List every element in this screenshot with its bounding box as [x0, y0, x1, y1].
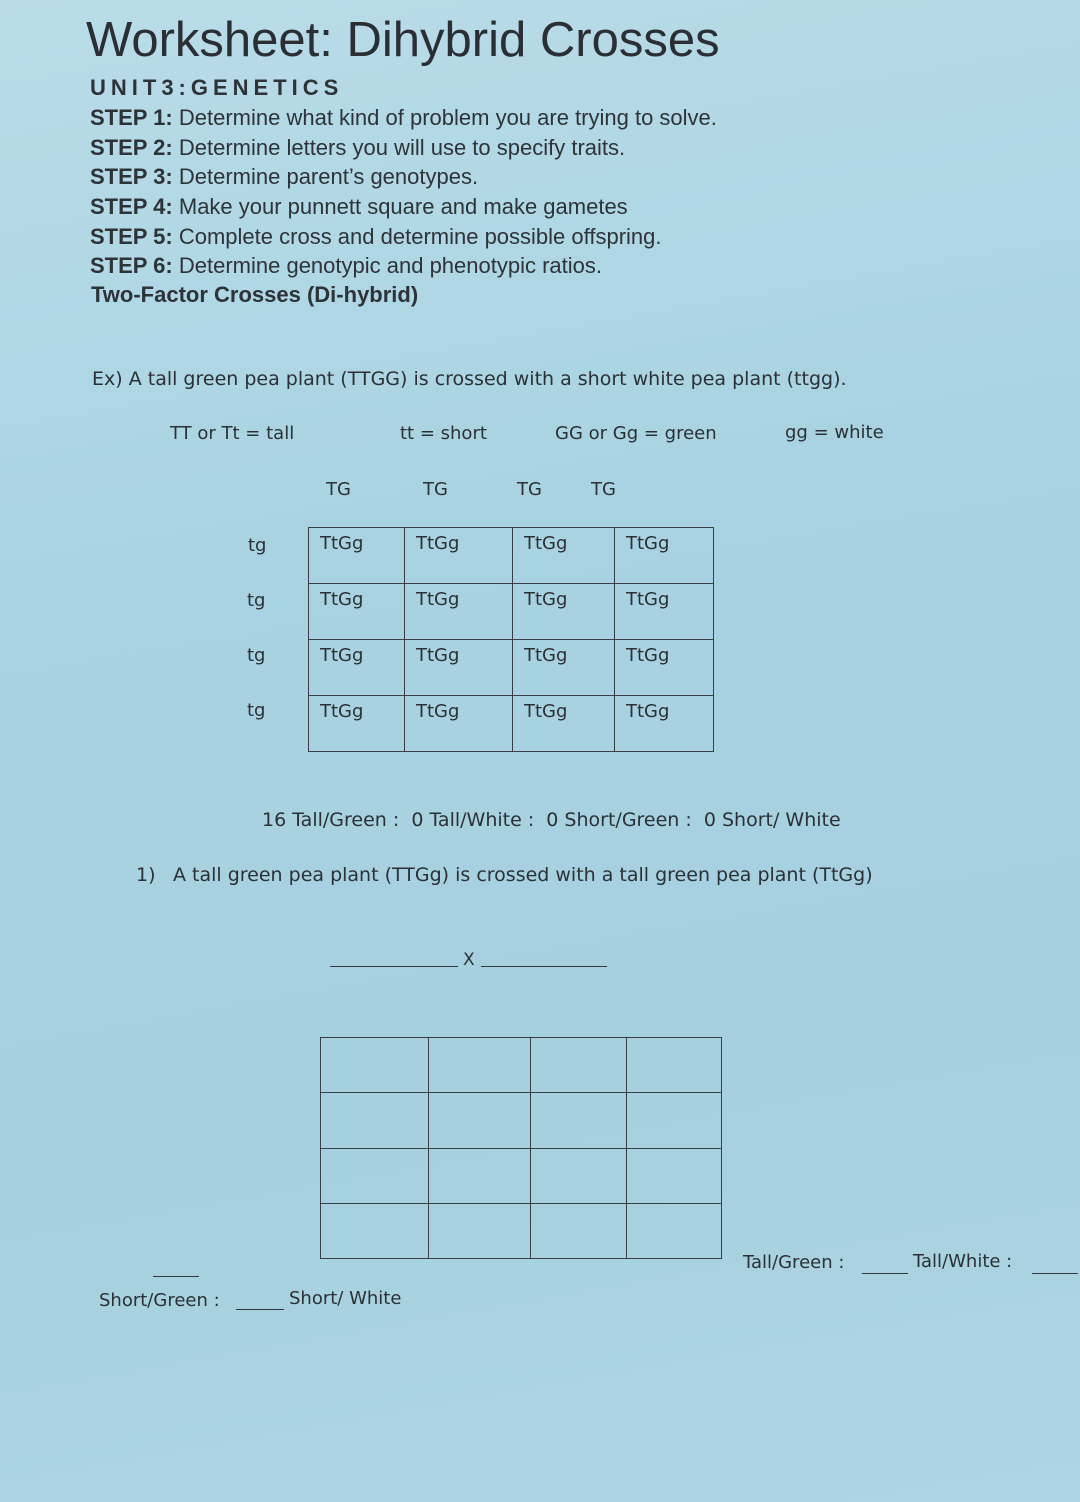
top-gamete: TG — [326, 479, 351, 500]
step-2-text: Determine letters you will use to specify traits. — [172, 135, 626, 160]
tall-green-blank[interactable] — [862, 1273, 908, 1274]
step-4 — [90, 194, 628, 220]
punnett-cell: TtGg — [309, 528, 405, 584]
key-white: gg = white — [785, 422, 884, 443]
example-ratio: 16 Tall/Green : 0 Tall/White : 0 Short/Green : 0 Short/ White — [262, 809, 841, 831]
short-white-label: Short/ White — [289, 1288, 402, 1309]
top-gamete: TG — [517, 479, 542, 500]
step-5 — [90, 224, 662, 250]
problem-1-number: 1) — [136, 864, 156, 886]
punnett-cell: TtGg — [309, 584, 405, 640]
punnett-cell: TtGg — [615, 584, 714, 640]
punnett-cell-blank[interactable] — [429, 1093, 531, 1148]
punnett-cell-blank[interactable] — [627, 1203, 722, 1258]
punnett-cell-blank[interactable] — [321, 1203, 429, 1258]
step-4-text: Make your punnett square and make gametes — [172, 194, 628, 219]
punnett-cell: TtGg — [513, 584, 615, 640]
side-gamete: tg — [248, 535, 267, 556]
punnett-cell-blank[interactable] — [429, 1203, 531, 1258]
punnett-cell: TtGg — [615, 640, 714, 696]
step-6 — [90, 253, 602, 279]
punnett-cell-blank[interactable] — [531, 1038, 627, 1093]
problem-1-prompt: A tall green pea plant (TTGg) is crossed with a tall green pea plant (TtGg) — [173, 864, 873, 886]
parent-2-blank[interactable] — [481, 966, 607, 967]
side-gamete: tg — [247, 645, 266, 666]
step-3-text: Determine parent’s genotypes. — [172, 164, 479, 189]
step-6-text: Determine genotypic and phenotypic ratios. — [172, 253, 602, 278]
top-gamete: TG — [423, 479, 448, 500]
step-4-label: STEP 4: — [90, 194, 173, 219]
punnett-cell: TtGg — [615, 528, 714, 584]
punnett-cell-blank[interactable] — [627, 1038, 722, 1093]
step-3-label: STEP 3: — [90, 164, 173, 189]
punnett-cell-blank[interactable] — [321, 1148, 429, 1203]
punnett-cell-blank[interactable] — [429, 1038, 531, 1093]
side-gamete: tg — [247, 700, 266, 721]
example-punnett-square — [308, 527, 714, 752]
step-5-text: Complete cross and determine possible offspring. — [172, 224, 662, 249]
punnett-cell-blank[interactable] — [321, 1093, 429, 1148]
punnett-cell-blank[interactable] — [321, 1038, 429, 1093]
top-gamete: TG — [591, 479, 616, 500]
worksheet-title: Worksheet: Dihybrid Crosses — [86, 13, 720, 67]
cross-symbol: X — [463, 950, 475, 970]
step-1-label: STEP 1: — [90, 105, 173, 130]
punnett-cell: TtGg — [405, 528, 513, 584]
punnett-cell-blank[interactable] — [531, 1148, 627, 1203]
tall-white-blank[interactable] — [1032, 1273, 1078, 1274]
unit-label: UNIT3:GENETICS — [90, 75, 344, 100]
problem-1-punnett-square — [320, 1037, 722, 1259]
punnett-cell-blank[interactable] — [429, 1148, 531, 1203]
punnett-cell: TtGg — [615, 696, 714, 752]
punnett-cell: TtGg — [513, 528, 615, 584]
punnett-cell: TtGg — [513, 696, 615, 752]
tall-green-label: Tall/Green : — [743, 1252, 845, 1273]
key-green: GG or Gg = green — [555, 423, 717, 444]
step-1-text: Determine what kind of problem you are trying to solve. — [172, 105, 717, 130]
side-gamete: tg — [247, 590, 266, 611]
parent-1-blank[interactable] — [330, 966, 458, 967]
punnett-cell: TtGg — [309, 696, 405, 752]
step-1 — [90, 105, 717, 131]
punnett-cell-blank[interactable] — [531, 1093, 627, 1148]
example-prompt: Ex) A tall green pea plant (TTGG) is crossed with a short white pea plant (ttgg). — [92, 368, 847, 390]
step-3 — [90, 164, 478, 190]
punnett-cell: TtGg — [405, 640, 513, 696]
short-white-blank[interactable] — [153, 1276, 199, 1277]
step-6-label: STEP 6: — [90, 253, 173, 278]
step-2 — [90, 135, 625, 161]
punnett-cell: TtGg — [405, 584, 513, 640]
short-green-blank[interactable] — [236, 1309, 284, 1310]
punnett-cell-blank[interactable] — [627, 1148, 722, 1203]
section-subheading: Two-Factor Crosses (Di-hybrid) — [91, 282, 419, 307]
tall-white-label: Tall/White : — [913, 1251, 1013, 1272]
key-short: tt = short — [400, 423, 487, 444]
punnett-cell-blank[interactable] — [531, 1203, 627, 1258]
key-tall: TT or Tt = tall — [170, 423, 295, 444]
step-2-label: STEP 2: — [90, 135, 173, 160]
punnett-cell: TtGg — [513, 640, 615, 696]
punnett-cell-blank[interactable] — [627, 1093, 722, 1148]
short-green-label: Short/Green : — [99, 1290, 220, 1311]
punnett-cell: TtGg — [309, 640, 405, 696]
step-5-label: STEP 5: — [90, 224, 173, 249]
punnett-cell: TtGg — [405, 696, 513, 752]
